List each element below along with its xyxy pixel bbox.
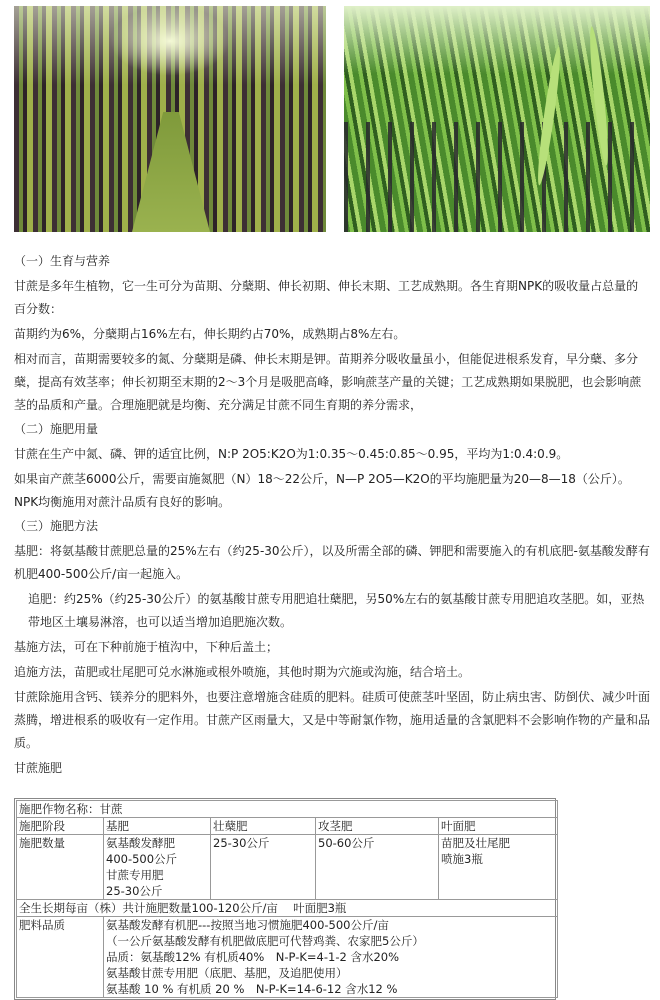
header-foliar: 叶面肥 [439, 818, 558, 835]
photo-field-path [132, 112, 210, 232]
row-label-quality: 肥料品质 [17, 917, 104, 998]
cell-stem-amount: 50-60公斤 [316, 835, 439, 900]
paragraph: NPK均衡施用对蔗汁品质有良好的影响。 [14, 495, 231, 509]
paragraph: 基施方法，可在下种前施于植沟中，下种后盖土； [14, 640, 279, 654]
paragraph: 甘蔗除施用含钙、镁养分的肥料外，也要注意增施含硅质的肥料。硅质可使蔗茎叶坚固，防止病虫害、防倒伏、减少叶面蒸腾，增进根系的吸收有一定作用。甘蔗产区雨量大，又是中等耐氯作物，施用适量的含氯肥料不会影响作物的产量和品质。 [14, 690, 651, 750]
header-stage: 施肥阶段 [17, 818, 104, 835]
header-tiller: 壮蘖肥 [211, 818, 316, 835]
sugarcane-field-photo-left [14, 6, 326, 232]
cell-line: 喷施3瓶 [441, 852, 483, 866]
row-label-amount: 施肥数量 [17, 835, 104, 900]
cell-line: （一公斤氨基酸发酵有机肥做底肥可代替鸡粪、农家肥5公斤） [106, 934, 424, 948]
paragraph: 相对而言，苗期需要较多的氮、分蘖期是磷、伸长末期是钾。苗期养分吸收量虽小，但能促进根系发育，早分蘖、多分蘖，提高有效茎率；伸长初期至末期的2～3个月是吸肥高峰，影响蔗茎产量的关键；工艺成熟期如果脱肥，也会影响蔗茎的品质和产量。合理施肥就是均衡、充分满足甘蔗不同生育期的养分需求， [14, 352, 642, 412]
paragraph: 甘蔗是多年生植物，它一生可分为苗期、分蘖期、伸长初期、伸长末期、工艺成熟期。各生育期NPK的吸收量占总量的百分数： [14, 279, 639, 316]
paragraph: 如果亩产蔗茎6000公斤，需要亩施氮肥（N）18～22公斤，N—P 2O5—K2O的平均施肥量为20—8—18（公斤）。 [14, 472, 630, 486]
cell-line: 甘蔗专用肥 [106, 868, 164, 882]
cell-line: 品质：氨基酸12% 有机质40% N-P-K=4-1-2 含水20% [106, 950, 400, 964]
paragraph: 基肥：将氨基酸甘蔗肥总量的25%左右（约25-30公斤），以及所需全部的磷、钾肥和需要施入的有机底肥-氨基酸发酵有机肥400-500公斤/亩一起施入。 [14, 544, 650, 581]
paragraph: 追施方法，苗肥或壮尾肥可兑水淋施或根外喷施，其他时期为穴施或沟施，结合培土。 [14, 665, 471, 679]
cell-line: 苗肥及壮尾肥 [441, 836, 510, 850]
section-heading: （二）施肥用量 [14, 422, 99, 436]
cell-foliar-amount [439, 835, 558, 900]
photo-sky-light [110, 6, 230, 76]
cell-line: 氨基酸 10 % 有机质 20 % N-P-K=14-6-12 含水12 % [106, 982, 398, 996]
article-body [14, 250, 650, 780]
sugarcane-field-photo-right [344, 6, 650, 232]
cell-tiller-amount: 25-30公斤 [211, 835, 316, 900]
table-title: 施肥作物名称：甘蔗 [17, 801, 558, 818]
table-row [17, 835, 558, 900]
fertilizer-table [16, 800, 558, 998]
total-row: 全生长期每亩（株）共计施肥数量100-120公斤/亩 叶面肥3瓶 [17, 900, 558, 917]
section-heading: （一）生育与营养 [14, 254, 111, 268]
cell-line: 400-500公斤 [106, 852, 178, 866]
cell-line: 氨基酸发酵肥 [106, 836, 175, 850]
fertilizer-table-frame [14, 798, 556, 1000]
cell-base-amount [104, 835, 211, 900]
header-stem: 攻茎肥 [316, 818, 439, 835]
cell-line: 氨基酸发酵有机肥---按照当地习惯施肥400-500公斤/亩 [106, 918, 389, 932]
header-base: 基肥 [104, 818, 211, 835]
table-row [17, 900, 558, 917]
table-caption: 甘蔗施肥 [14, 761, 63, 775]
cell-quality [104, 917, 558, 998]
fertilizer-table-container [14, 798, 556, 1000]
table-row [17, 917, 558, 998]
section-heading: （三）施肥方法 [14, 519, 99, 533]
cell-line: 25-30公斤 [106, 884, 163, 898]
paragraph: 甘蔗在生产中氮、磷、钾的适宜比例，N:P 2O5:K2O为1:0.35～0.45:0.85～0.95，平均为1:0.4:0.9。 [14, 447, 569, 461]
table-row [17, 801, 558, 818]
table-row [17, 818, 558, 835]
cell-line: 氨基酸甘蔗专用肥（底肥、基肥，及追肥使用） [106, 966, 348, 980]
paragraph: 追肥：约25%（约25-30公斤）的氨基酸甘蔗专用肥追壮蘖肥，另50%左右的氨基酸甘蔗专用肥追攻茎肥。如，亚热带地区土壤易淋溶，也可以适当增加追肥施次数。 [28, 592, 645, 629]
paragraph: 苗期约为6%，分蘖期占16%左右，伸长期约占70%，成熟期占8%左右。 [14, 327, 406, 341]
